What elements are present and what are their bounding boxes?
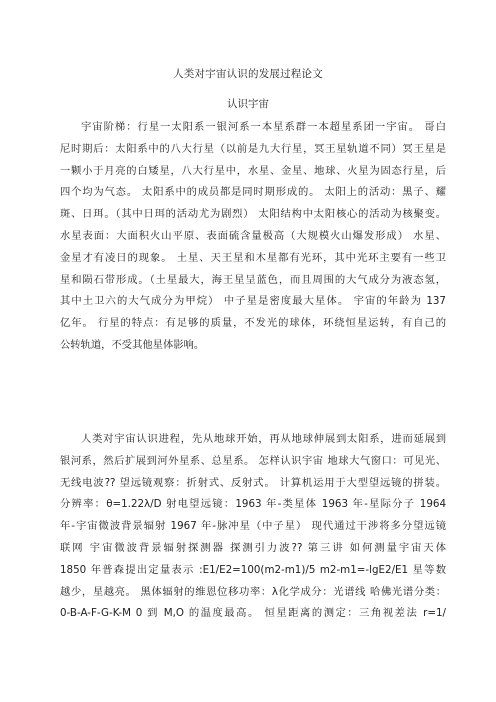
section-heading: 认识宇宙: [227, 98, 269, 110]
text-line: 联网 宇宙微波背景辐射探测器 探测引力波?? 第三讲 如何测量宇宙天体: [60, 541, 446, 554]
text-line: 公转轨道，不受其他星体影响。: [60, 338, 205, 351]
document-title: 人类对宇宙认识的发展过程论文: [173, 68, 323, 80]
text-line: 四个均为气态。 太阳系中的成员都是同时期形成的。 太阳上的活动：黑子、耀: [60, 186, 446, 199]
text-line: 亿年。 行星的特点：有足够的质量，不发光的球体，环绕恒星运转，有自己的: [60, 317, 446, 330]
text-line: 0-B-A-F-G-K-M 0 到 M,O 的温度最高。 恒星距离的测定：三角视差法 r=1/: [60, 607, 446, 620]
text-line: 银河系，然后扩展到河外星系、总星系。 怎样认识宇宙 地球大气窗口：可见光、: [60, 454, 446, 467]
text-line: 金星才有凌日的现象。 土星、天王星和木星都有光环，其中光环主要有一些卫: [60, 251, 446, 264]
text-line: 星和陨石带形成。（土星最大，海王星呈蓝色，而且周围的大气成分为液态氢，: [60, 273, 446, 286]
text-line: 1850 年普森提出定量表示 :E1/E2=100(m2-m1)/5 m2-m1=-lgE2/E1 星等数: [60, 563, 446, 576]
text-line: 其中土卫六的大气成分为甲烷） 中子星是密度最大星体。 宇宙的年龄为 137: [60, 295, 446, 308]
text-line: 分辨率：θ=1.22λ/D 射电望远镜：1963 年-类星体 1963 年-星际分子 1964: [60, 498, 446, 511]
text-line: 宇宙阶梯：行星一太阳系一银河系一本星系群一本超星系团一宇宙。 哥白: [81, 121, 446, 133]
text-line: 人类对宇宙认识进程，先从地球开始，再从地球伸展到太阳系，进而延展到: [81, 433, 446, 445]
text-line: 尼时期后：太阳系中的八大行星（以前是九大行星，冥王星轨道不同）冥王星是: [60, 142, 446, 155]
text-line: 水星表面：大面积火山平原、表面硫含量极高（大规模火山爆发形成） 水星、: [60, 229, 446, 242]
text-line: 斑、日珥。（其中日珥的活动尤为剧烈） 太阳结构中太阳核心的活动为核聚变。: [60, 208, 446, 221]
paragraph-cognition-process: [60, 429, 446, 625]
text-line: 年-宇宙微波背景辐射 1967 年-脉冲星（中子星） 现代通过干涉将多分望远镜: [60, 520, 446, 533]
paragraph-universe-basics: [60, 117, 446, 357]
text-line: 一颗小于月亮的白矮星，八大行星中，水星、金星、地球、火星为固态行星，后: [60, 164, 446, 177]
text-line: 越少，星越亮。 黑体辐射的维恩位移功率：λ化学成分：光谱线 哈佛光谱分类：: [60, 585, 446, 598]
text-line: 无线电波?? 望远镜观察：折射式、反射式。 计算机运用于大型望远镜的拼装。: [60, 476, 446, 489]
